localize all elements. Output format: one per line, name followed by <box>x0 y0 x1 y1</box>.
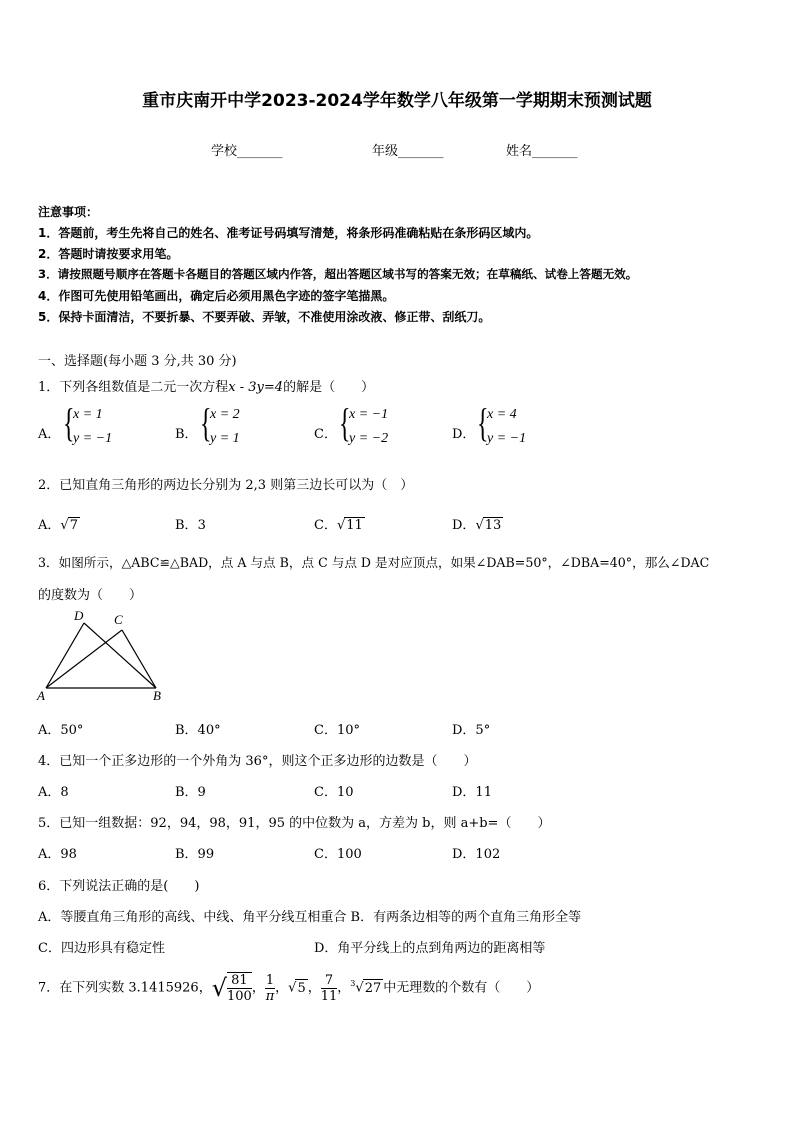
q3-option-c: C．10° <box>314 723 360 738</box>
question-3-line2: 的度数为（ ） <box>38 588 143 603</box>
triangle-figure <box>34 608 174 704</box>
q4-option-c: C．10 <box>314 785 354 800</box>
label-d: D <box>74 608 84 623</box>
q5-option-a: A．98 <box>38 847 77 862</box>
label-b: B <box>153 688 161 703</box>
segment-cb <box>122 630 156 688</box>
system-line: x = 1 <box>73 407 103 422</box>
radicand: 13 <box>484 518 502 533</box>
q1-equation: x - 3y=4 <box>228 380 284 395</box>
q7-fraction-1 <box>227 972 252 1004</box>
question-6: 6．下列说法正确的是( ) <box>38 879 200 894</box>
system-line: x = 4 <box>487 407 517 422</box>
radicand: 11 <box>346 518 363 533</box>
brace-icon: { <box>63 400 75 445</box>
question-2: 2．已知直角三角形的两边长分别为 2,3 则第三边长可以为（ ） <box>38 478 414 493</box>
system-line: y = −1 <box>487 431 527 446</box>
q4-option-d: D．11 <box>452 785 492 800</box>
q4-option-a: A．8 <box>38 785 69 800</box>
q1-option-a-system <box>63 400 123 451</box>
numerator: 1 <box>265 972 275 988</box>
q3-option-b: B．40° <box>175 723 221 738</box>
segment-ad <box>46 623 84 688</box>
numerator: 7 <box>321 973 338 989</box>
system-line: y = −2 <box>349 431 389 446</box>
q6-option-c: C．四边形具有稳定性 <box>38 941 165 956</box>
note-item: 2．答题时请按要求用笔。 <box>38 247 179 261</box>
q5-option-d: D．102 <box>452 847 501 862</box>
q1-stem-post: 的解是（ ） <box>283 380 375 395</box>
radicand: 5 <box>297 980 306 996</box>
denominator: 100 <box>227 989 252 1004</box>
q1-option-d-letter: D． <box>452 427 476 442</box>
option-letter: D． <box>452 518 476 533</box>
q1-option-d-system <box>477 400 547 451</box>
q7-stem-post: 中无理数的个数有（ ） <box>383 980 540 996</box>
radicand: 27 <box>364 980 382 996</box>
q1-option-a-letter: A． <box>38 427 61 442</box>
q1-option-b-system <box>200 400 260 451</box>
q4-option-b: B．9 <box>175 785 206 800</box>
q2-option-a: A．√7 <box>38 518 78 533</box>
brace-icon: { <box>477 400 489 445</box>
q3-option-a: A．50° <box>38 723 84 738</box>
option-letter: A． <box>38 518 61 533</box>
q7-stem-pre: 7．在下列实数 3.1415926， <box>38 980 212 996</box>
notes-header: 注意事项： <box>38 205 99 219</box>
q1-option-c-letter: C． <box>314 427 337 442</box>
segment-db <box>84 623 156 688</box>
system-line: x = −1 <box>349 407 389 422</box>
name-field: 姓名_______ <box>506 144 578 159</box>
q6-option-d: D．角平分线上的点到角两边的距离相等 <box>314 941 546 956</box>
note-item: 1．答题前，考生先将自己的姓名、准考证号码填写清楚，将条形码准确粘贴在条形码区域内。 <box>38 226 539 240</box>
denominator: π <box>265 988 275 1004</box>
question-7: 7．在下列实数 3.1415926，√ $\frac{81}{100}$ ， $\frac{1}{\pi}$ ，√5 ， $\frac{7}{11}$ ，$^3$√27 中无理数的个数有（ ） <box>38 972 540 1004</box>
label-c: C <box>114 612 123 627</box>
question-3-line1: 3．如图所示，△ABC≌△BAD，点 A 与点 B，点 C 与点 D 是对应顶点，如果∠DAB=50°，∠DBA=40°，那么∠DAC <box>38 555 710 570</box>
radicand: 7 <box>69 518 78 533</box>
question-5: 5．已知一组数据：92，94，98，91，95 的中位数为 a，方差为 b，则 a+b=（ ） <box>38 816 551 831</box>
q5-option-b: B．99 <box>175 847 215 862</box>
option-text: 3 <box>197 518 206 533</box>
segment-ac <box>46 630 122 688</box>
option-letter: C． <box>314 518 337 533</box>
q5-option-c: C．100 <box>314 847 362 862</box>
q3-option-d: D．5° <box>452 723 491 738</box>
grade-field: 年级_______ <box>372 144 444 159</box>
q2-option-d: D．√13 <box>452 518 502 533</box>
label-a: A <box>37 688 45 703</box>
q1-stem-pre: 1．下列各组数值是二元一次方程 <box>38 380 229 395</box>
brace-icon: { <box>339 400 351 445</box>
q7-fraction-3 <box>321 973 338 1004</box>
numerator: 81 <box>227 973 252 989</box>
note-item: 3．请按照题号顺序在答题卡各题目的答题区域内作答，超出答题区域书写的答案无效；在草稿纸、试卷上答题无效。 <box>38 267 638 281</box>
q1-option-c-system <box>339 400 409 451</box>
q7-fraction-2 <box>265 973 275 1004</box>
section-heading: 一、选择题(每小题 3 分,共 30 分) <box>38 354 237 369</box>
brace-icon: { <box>200 400 212 445</box>
option-letter: B． <box>175 518 198 533</box>
note-item: 4．作图可先使用铅笔画出，确定后必须用黑色字迹的签字笔描黑。 <box>38 289 395 303</box>
school-field: 学校_______ <box>211 144 283 159</box>
q2-option-b <box>175 514 206 533</box>
question-1 <box>38 376 374 395</box>
note-item: 5．保持卡面清洁，不要折暴、不要弄破、弄皱，不准使用涂改液、修正带、刮纸刀。 <box>38 310 491 324</box>
q6-option-ab: A．等腰直角三角形的高线、中线、角平分线互相重合 B．有两条边相等的两个直角三角形全等 <box>38 910 582 925</box>
system-line: x = 2 <box>210 407 240 422</box>
system-line: y = 1 <box>210 431 240 446</box>
q2-option-c: C．√11 <box>314 518 363 533</box>
question-4: 4．已知一个正多边形的一个外角为 36°，则这个正多边形的边数是（ ） <box>38 754 477 769</box>
page-title: 重市庆南开中学2023-2024学年数学八年级第一学期期末预测试题 <box>142 91 652 111</box>
q1-option-b-letter: B． <box>175 427 198 442</box>
denominator: 11 <box>320 988 338 1004</box>
system-line: y = −1 <box>73 431 113 446</box>
